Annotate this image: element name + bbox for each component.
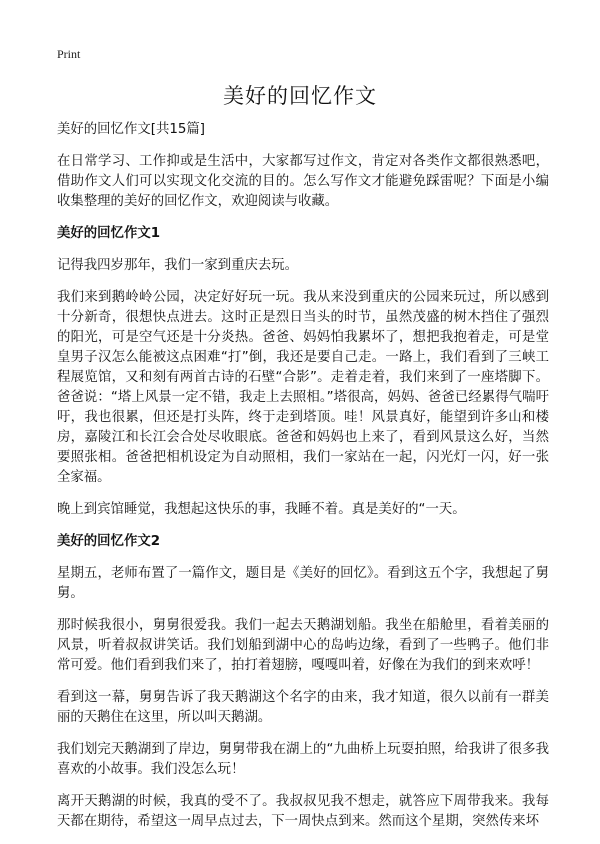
paragraph: 星期五，老师布置了一篇作文，题目是《美好的回忆》。看到这五个字，我想起了舅舅。	[57, 566, 549, 601]
paragraph: 我们划完天鹅湖到了岸边，舅舅带我在湖上的“九曲桥上玩耍拍照，给我讲了很多我喜欢的小故事。我们没怎么玩！	[57, 742, 549, 777]
paragraph: 离开天鹅湖的时候，我真的受不了。我叔叔见我不想走，就答应下周带我来。我每天都在期待，希望这一周早点过去，下一周快点到来。然而这个星期，突然传来坏	[57, 794, 549, 829]
paragraph: 那时候我很小，舅舅很爱我。我们一起去天鹅湖划船。我坐在船舱里，看着美丽的风景，听着叔叔讲笑话。我们划船到湖中心的岛屿边缘，看到了一些鸭子。他们非常可爱。他们看到我们来了，拍打着翅膀，嘎嘎叫着，好像在为我们的到来欢呼！	[57, 618, 549, 673]
paragraph: 看到这一幕，舅舅告诉了我天鹅湖这个名字的由来，我才知道，很久以前有一群美丽的天鹅住在这里，所以叫天鹅湖。	[57, 690, 549, 725]
paragraph: 记得我四岁那年，我们一家到重庆去玩。	[57, 258, 299, 273]
section-heading: 美好的回忆作文1	[57, 226, 161, 241]
subtitle: 美好的回忆作文[共15篇]	[57, 122, 206, 137]
paragraph: 晚上到宾馆睡觉，我想起这快乐的事，我睡不着。真是美好的“一天。	[57, 502, 466, 517]
document-body	[57, 120, 549, 844]
intro-paragraph: 在日常学习、工作抑或是生活中，大家都写过作文，肯定对各类作文都很熟悉吧，借助作文人们可以实现文化交流的目的。怎么写作文才能避免踩雷呢？下面是小编收集整理的美好的回忆作文，欢迎阅读与收藏。	[57, 154, 549, 209]
paragraph: 我们来到鹅岭岭公园，决定好好玩一玩。我从来没到重庆的公园来玩过，所以感到十分新奇，很想快点进去。这时正是烈日当头的时节，虽然茂盛的树木挡住了强烈的阳光，可是空气还是十分炎热。爸爸、妈妈怕我累坏了，想把我抱着走，可是堂皇男子汉怎么能被这点困难“打”倒，我还是要自己走。一路上，我们看到了三峡工程展览馆，又和刻有两首古诗的石壁“合影”。走着走着，我们来到了一座塔脚下。爸爸说：“塔上风景一定不错，我走上去照相。”塔很高，妈妈、爸爸已经累得气喘吁吁，我也很累，但还是打头阵，终于走到塔顶。哇！风景真好，能望到许多山和楼房，嘉陵江和长江会合处尽收眼底。爸爸和妈妈也上来了，看到风景这么好，当然要照张相。爸爸把相机设定为自动照相，我们一家站在一起，闪光灯一闪，好一张全家福。	[57, 290, 549, 485]
print-label: Print	[57, 47, 81, 61]
section-heading: 美好的回忆作文2	[57, 534, 161, 549]
page-title: 美好的回忆作文	[223, 84, 377, 108]
